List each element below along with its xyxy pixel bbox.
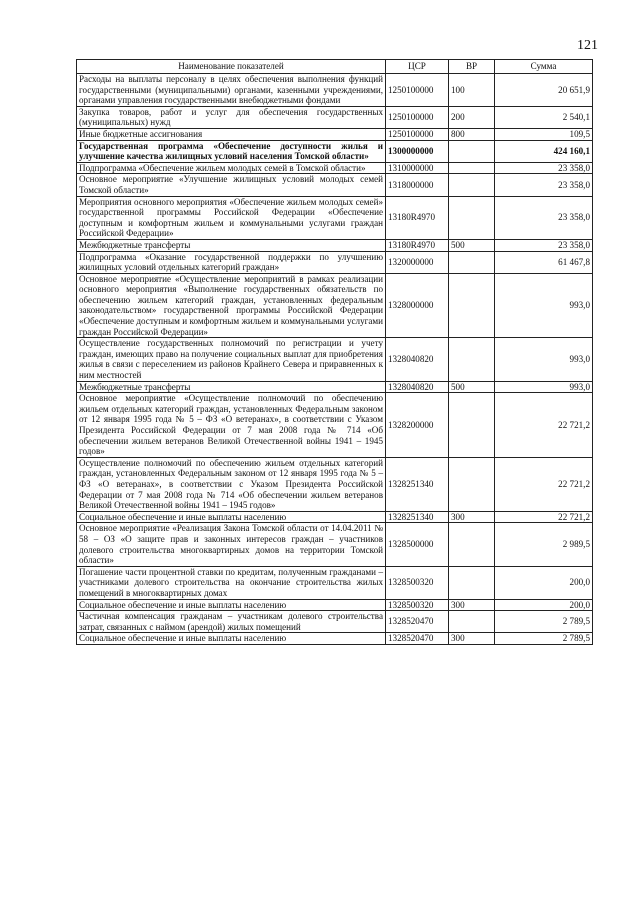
cell-vr xyxy=(449,338,495,381)
cell-name: Межбюджетные трансферты xyxy=(77,381,386,393)
table-row xyxy=(77,523,593,566)
cell-code: 1328251340 xyxy=(386,511,449,523)
table-row xyxy=(77,128,593,140)
cell-code: 1250100000 xyxy=(386,106,449,128)
cell-name: Частичная компенсация гражданам – участникам долевого строительства затрат, связанных с наймом (арендой) жилых помещений xyxy=(77,611,386,633)
table-row xyxy=(77,633,593,645)
cell-code: 1328520470 xyxy=(386,611,449,633)
cell-vr xyxy=(449,457,495,511)
cell-vr xyxy=(449,523,495,566)
cell-vr xyxy=(449,273,495,338)
cell-sum: 22 721,2 xyxy=(495,511,593,523)
cell-vr xyxy=(449,140,495,162)
cell-code: 1328520470 xyxy=(386,633,449,645)
table-row xyxy=(77,511,593,523)
cell-code: 1328200000 xyxy=(386,393,449,458)
cell-code: 1328251340 xyxy=(386,457,449,511)
cell-name: Иные бюджетные ассигнования xyxy=(77,128,386,140)
table-row xyxy=(77,566,593,599)
cell-sum: 2 989,5 xyxy=(495,523,593,566)
table-row xyxy=(77,611,593,633)
table-row xyxy=(77,74,593,107)
cell-sum: 23 358,0 xyxy=(495,239,593,251)
table-row xyxy=(77,174,593,196)
cell-vr: 300 xyxy=(449,511,495,523)
table-row xyxy=(77,106,593,128)
cell-name: Закупка товаров, работ и услуг для обеспечения государственных (муниципальных) нужд xyxy=(77,106,386,128)
page-number: 121 xyxy=(577,38,598,53)
cell-name: Государственная программа «Обеспечение доступности жилья и улучшение качества жилищных условий населения Томской области» xyxy=(77,140,386,162)
cell-code: 1318000000 xyxy=(386,174,449,196)
table-row xyxy=(77,239,593,251)
cell-name: Осуществление государственных полномочий по регистрации и учету граждан, имеющих право на получение социальных выплат для приобретения жилья в связи с переселением из районов Крайнего Севера и приравненных к ним местностей xyxy=(77,338,386,381)
cell-name: Основное мероприятие «Осуществление мероприятий в рамках реализации основного мероприятия «Выполнение государственных обязательств по обеспечению жильем категорий граждан, установленных федеральным законодательством» государственной программы Российской Федерации «Обеспечение доступным и комфортным жильем и коммунальными услугами граждан Российской Федерации» xyxy=(77,273,386,338)
cell-code: 1250100000 xyxy=(386,128,449,140)
cell-name: Подпрограмма «Обеспечение жильем молодых семей в Томской области» xyxy=(77,162,386,174)
table-body xyxy=(77,74,593,645)
cell-sum: 993,0 xyxy=(495,273,593,338)
cell-code: 1328500000 xyxy=(386,523,449,566)
cell-sum: 20 651,9 xyxy=(495,74,593,107)
cell-sum: 23 358,0 xyxy=(495,174,593,196)
table-row xyxy=(77,273,593,338)
cell-sum: 2 540,1 xyxy=(495,106,593,128)
cell-sum: 200,0 xyxy=(495,599,593,611)
cell-name: Осуществление полномочий по обеспечению жильем отдельных категорий граждан, установленных Федеральным законом от 12 января 1995 года № 5 – ФЗ «О ветеранах», в соответствии с Указом Президента Российской Федерации от 7 мая 2008 года № 714 «Об обеспечении жильем ветеранов Великой Отечественной войны 1941 – 1945 годов» xyxy=(77,457,386,511)
cell-vr xyxy=(449,251,495,273)
cell-vr xyxy=(449,174,495,196)
cell-sum: 61 467,8 xyxy=(495,251,593,273)
cell-name: Погашение части процентной ставки по кредитам, полученным гражданами – участниками долевого строительства на окончание строительства жилых помещений в многоквартирных домах xyxy=(77,566,386,599)
table-row xyxy=(77,196,593,239)
table-row xyxy=(77,381,593,393)
cell-name: Расходы на выплаты персоналу в целях обеспечения выполнения функций государственными (муниципальными) органами, казенными учреждениями, органами управления государственными внебюджетными фондами xyxy=(77,74,386,107)
cell-name: Межбюджетные трансферты xyxy=(77,239,386,251)
cell-vr xyxy=(449,393,495,458)
table-row xyxy=(77,162,593,174)
cell-sum: 23 358,0 xyxy=(495,196,593,239)
cell-vr: 200 xyxy=(449,106,495,128)
cell-name: Основное мероприятие «Реализация Закона Томской области от 14.04.2011 № 58 – ОЗ «О защите прав и законных интересов граждан – участников долевого строительства многоквартирных домов на территории Томской области» xyxy=(77,523,386,566)
table-row xyxy=(77,457,593,511)
cell-vr xyxy=(449,196,495,239)
cell-code: 1310000000 xyxy=(386,162,449,174)
cell-name: Мероприятия основного мероприятия «Обеспечение жильем молодых семей» государственной программы Российской Федерации «Обеспечение доступным и комфортным жильем и коммунальными услугами граждан Российской Федерации» xyxy=(77,196,386,239)
cell-code: 1328040820 xyxy=(386,338,449,381)
cell-sum: 109,5 xyxy=(495,128,593,140)
cell-code: 1328500320 xyxy=(386,599,449,611)
table-row xyxy=(77,251,593,273)
cell-sum: 2 789,5 xyxy=(495,633,593,645)
cell-code: 1250100000 xyxy=(386,74,449,107)
cell-name: Социальное обеспечение и иные выплаты населению xyxy=(77,599,386,611)
cell-sum: 2 789,5 xyxy=(495,611,593,633)
cell-sum: 22 721,2 xyxy=(495,457,593,511)
cell-code: 13180R4970 xyxy=(386,239,449,251)
cell-code: 1328040820 xyxy=(386,381,449,393)
cell-sum: 993,0 xyxy=(495,338,593,381)
cell-vr xyxy=(449,162,495,174)
cell-vr: 100 xyxy=(449,74,495,107)
cell-code: 1320000000 xyxy=(386,251,449,273)
cell-name: Основное мероприятие «Осуществление полномочий по обеспечению жильем отдельных категорий граждан, установленных Федеральным законом от 12 января 1995 года № 5 – ФЗ «О ветеранах», в соответствии с Указом Президента Российской Федерации от 7 мая 2008 года № 714 «Об обеспечении жильем ветеранов Великой Отечественной войны 1941 – 1945 годов» xyxy=(77,393,386,458)
cell-vr: 500 xyxy=(449,381,495,393)
table-row xyxy=(77,599,593,611)
cell-vr: 300 xyxy=(449,599,495,611)
cell-sum: 993,0 xyxy=(495,381,593,393)
table-header-row xyxy=(77,60,593,74)
table-row xyxy=(77,338,593,381)
cell-name: Социальное обеспечение и иные выплаты населению xyxy=(77,511,386,523)
cell-name: Социальное обеспечение и иные выплаты населению xyxy=(77,633,386,645)
cell-code: 1328000000 xyxy=(386,273,449,338)
cell-sum: 23 358,0 xyxy=(495,162,593,174)
cell-code: 1300000000 xyxy=(386,140,449,162)
cell-vr xyxy=(449,611,495,633)
table-row xyxy=(77,393,593,458)
budget-table xyxy=(76,59,593,645)
header-code: ЦСР xyxy=(386,60,449,74)
cell-code: 1328500320 xyxy=(386,566,449,599)
table-row xyxy=(77,140,593,162)
cell-vr: 300 xyxy=(449,633,495,645)
cell-code: 13180R4970 xyxy=(386,196,449,239)
cell-sum: 424 160,1 xyxy=(495,140,593,162)
cell-vr: 500 xyxy=(449,239,495,251)
cell-sum: 22 721,2 xyxy=(495,393,593,458)
header-vr: ВР xyxy=(449,60,495,74)
cell-vr xyxy=(449,566,495,599)
cell-vr: 800 xyxy=(449,128,495,140)
header-sum: Сумма xyxy=(495,60,593,74)
header-name: Наименование показателей xyxy=(77,60,386,74)
cell-sum: 200,0 xyxy=(495,566,593,599)
cell-name: Подпрограмма «Оказание государственной поддержки по улучшению жилищных условий отдельных категорий граждан» xyxy=(77,251,386,273)
cell-name: Основное мероприятие «Улучшение жилищных условий молодых семей Томской области» xyxy=(77,174,386,196)
